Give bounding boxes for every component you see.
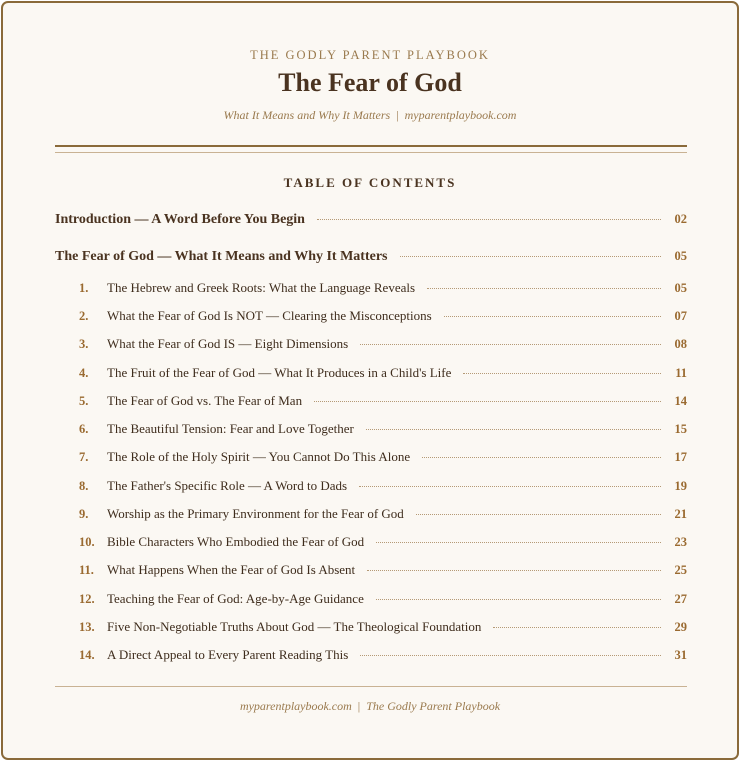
toc-subentry-10[interactable] [55, 534, 687, 550]
toc-entry-label: The Fear of God vs. The Fear of Man [107, 393, 303, 408]
toc-page-number: 27 [674, 592, 687, 606]
toc-page-number: 11 [675, 366, 687, 380]
toc-leader [376, 542, 661, 543]
toc-entry-number: 4. [79, 366, 89, 380]
footer-divider [55, 686, 687, 687]
toc-page-number: 31 [674, 648, 687, 662]
toc-subentry-5[interactable] [55, 393, 687, 409]
toc-leader [360, 655, 661, 656]
toc-leader [366, 429, 661, 430]
toc-entry-number: 13. [79, 620, 95, 634]
toc-entry-label: The Role of the Holy Spirit — You Cannot Do This Alone [107, 449, 411, 464]
subtitle-website: myparentplaybook.com [404, 108, 517, 122]
toc-entry-label: The Hebrew and Greek Roots: What the Language Reveals [107, 280, 416, 295]
toc-entry-number: 10. [79, 535, 95, 549]
toc-leader [367, 570, 661, 571]
footer-series-name: The Godly Parent Playbook [366, 699, 501, 713]
toc-entry-number: 7. [79, 450, 89, 464]
toc-page-number: 05 [674, 249, 687, 263]
toc-page-number: 29 [674, 620, 687, 634]
toc-entry-number: 3. [79, 337, 89, 351]
header-divider-thick [55, 145, 687, 147]
toc-subentry-7[interactable] [55, 449, 687, 465]
toc-entry-number: 5. [79, 394, 89, 408]
toc-entry-number: 2. [79, 309, 89, 323]
toc-entry-number: 14. [79, 648, 95, 662]
footer-website: myparentplaybook.com [239, 699, 352, 713]
toc-entry-label: The Father's Specific Role — A Word to Dads [107, 478, 348, 493]
toc-entry-label: The Fear of God — What It Means and Why It Matters [55, 249, 388, 264]
toc-leader [360, 344, 661, 345]
toc-leader [416, 514, 661, 515]
subtitle [3, 108, 737, 123]
toc-page-number: 07 [674, 309, 687, 323]
toc-page-number: 21 [674, 507, 687, 521]
toc-leader [400, 256, 662, 257]
toc-entry-label: Five Non-Negotiable Truths About God — The Theological Foundation [107, 619, 482, 634]
toc-page-number: 05 [674, 281, 687, 295]
toc-entry-label: A Direct Appeal to Every Parent Reading This [107, 647, 349, 662]
toc-subentry-1[interactable] [55, 280, 687, 296]
toc-entry-label: Bible Characters Who Embodied the Fear of God [107, 534, 365, 549]
toc-entry-number: 8. [79, 479, 89, 493]
toc-subentry-8[interactable] [55, 478, 687, 494]
toc-subentry-6[interactable] [55, 421, 687, 437]
toc-subentry-13[interactable] [55, 619, 687, 635]
toc-entry-number: 1. [79, 281, 89, 295]
toc-subentry-2[interactable] [55, 308, 687, 324]
toc-leader [359, 486, 661, 487]
toc-entry-label: Teaching the Fear of God: Age-by-Age Guidance [107, 591, 364, 606]
toc-entry-label: Worship as the Primary Environment for the Fear of God [107, 506, 404, 521]
toc-page-number: 23 [674, 535, 687, 549]
toc-entry-label: Introduction — A Word Before You Begin [55, 212, 305, 227]
toc-entry-label: The Beautiful Tension: Fear and Love Together [107, 421, 354, 436]
toc-entry-label: What Happens When the Fear of God Is Absent [107, 562, 356, 577]
toc-page-number: 08 [674, 337, 687, 351]
toc-heading: TABLE OF CONTENTS [283, 175, 457, 190]
toc-page-number: 17 [674, 450, 687, 464]
toc-subentry-9[interactable] [55, 506, 687, 522]
toc-entry-number: 11. [79, 563, 94, 577]
toc-leader [463, 373, 661, 374]
footer-separator: | [357, 699, 361, 713]
toc-leader [493, 627, 661, 628]
toc-leader [444, 316, 661, 317]
toc-subentry-3[interactable] [55, 336, 687, 352]
toc-subentry-12[interactable] [55, 591, 687, 607]
subtitle-separator: | [396, 108, 399, 122]
toc-entry-number: 12. [79, 592, 95, 606]
toc-subentry-11[interactable] [55, 562, 687, 578]
toc-page-number: 02 [674, 212, 687, 226]
subtitle-text: What It Means and Why It Matters [223, 108, 391, 122]
page-title: The Fear of God [278, 68, 462, 97]
toc-leader [422, 457, 661, 458]
header-divider-thin [55, 152, 687, 153]
toc-leader [317, 219, 661, 220]
toc-entry-introduction[interactable] [55, 212, 687, 228]
toc-entry-label: What the Fear of God IS — Eight Dimensions [107, 336, 349, 351]
document-page [1, 1, 739, 760]
footer [3, 699, 737, 714]
toc-leader [314, 401, 661, 402]
toc-entry-fear-of-god[interactable] [55, 249, 687, 265]
toc-page-number: 25 [674, 563, 687, 577]
series-name: THE GODLY PARENT PLAYBOOK [250, 48, 490, 62]
toc-entry-label: The Fruit of the Fear of God — What It Produces in a Child's Life [107, 365, 452, 380]
toc-subentry-14[interactable] [55, 647, 687, 663]
toc-page-number: 19 [674, 479, 687, 493]
toc-entry-label: What the Fear of God Is NOT — Clearing the Misconceptions [107, 308, 432, 323]
toc-entry-number: 6. [79, 422, 89, 436]
toc-leader [376, 599, 661, 600]
toc-leader [427, 288, 661, 289]
toc-entry-number: 9. [79, 507, 89, 521]
toc-subentry-4[interactable] [55, 365, 687, 381]
toc-page-number: 15 [674, 422, 687, 436]
toc-page-number: 14 [674, 394, 687, 408]
